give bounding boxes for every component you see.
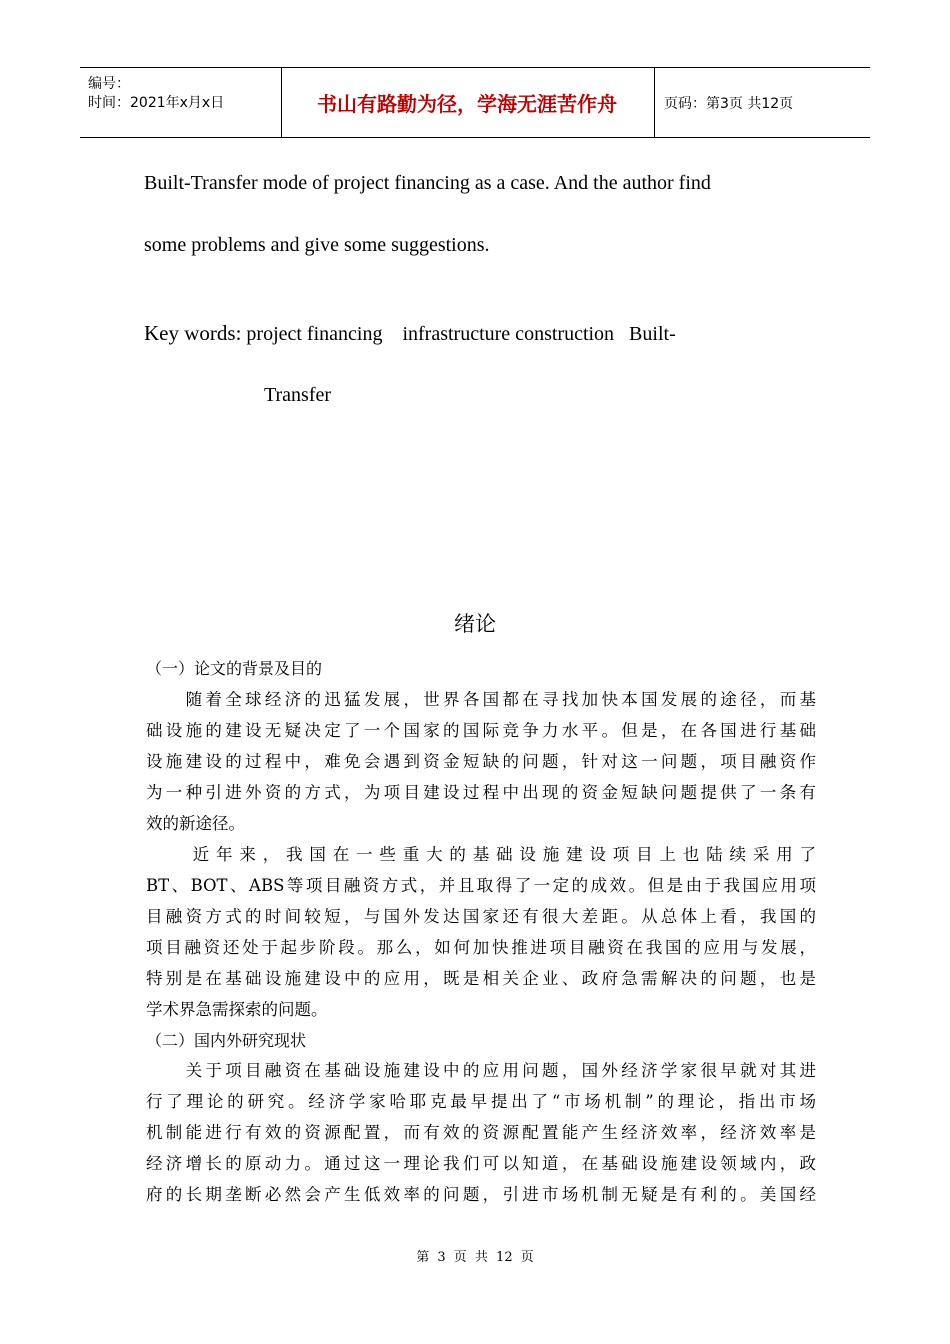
paragraph-line: 行了理论的研究。经济学家哈耶克最早提出了“市场机制”的理论，指出市场 (146, 1092, 816, 1111)
abstract-line: some problems and give some suggestions. (144, 234, 490, 256)
header-motto: 书山有路勤为径，学海无涯苦作舟 (317, 92, 617, 116)
paragraph-line: 学术界急需探索的问题。 (146, 1000, 328, 1019)
page-header (80, 67, 870, 138)
paragraph-line: 府的长期垄断必然会产生低效率的问题，引进市场机制无疑是有利的。美国经 (146, 1185, 816, 1204)
page-footer: 第 3 页 共 12 页 (416, 1250, 534, 1265)
paragraph-line: 随着全球经济的迅猛发展，世界各国都在寻找加快本国发展的途径，而基 (146, 690, 816, 709)
paragraph-line: 设施建设的过程中，难免会遇到资金短缺的问题，针对这一问题，项目融资作 (146, 752, 816, 771)
header-page-info: 页码：第3页 共12页 (664, 96, 794, 112)
paragraph-line: 机制能进行有效的资源配置，而有效的资源配置能产生经济效率，经济效率是 (146, 1123, 816, 1142)
section-heading: （一）论文的背景及目的 (146, 659, 323, 678)
chapter-title: 绪论 (454, 612, 496, 636)
document-date: 时间：2021年x月x日 (88, 95, 225, 111)
paragraph-line: 经济增长的原动力。通过这一理论我们可以知道，在基础设施建设领域内，政 (146, 1154, 816, 1173)
keywords-label: Key words: (144, 321, 242, 345)
paragraph-line: 础设施的建设无疑决定了一个国家的国际竞争力水平。但是，在各国进行基础 (146, 721, 816, 740)
paragraph-line: 近年来，我国在一些重大的基础设施建设项目上也陆续采用了 (146, 845, 816, 864)
paragraph-line: 目融资方式的时间较短，与国外发达国家还有很大差距。从总体上看，我国的 (146, 907, 816, 926)
keywords-continuation: Transfer (264, 384, 332, 406)
keywords-text: project financing infrastructure construction Built- (241, 323, 676, 345)
paragraph-line: 特别是在基础设施建设中的应用，既是相关企业、政府急需解决的问题，也是 (146, 969, 816, 988)
keywords-line (144, 321, 676, 346)
paragraph-line: BT、BOT、ABS等项目融资方式，并且取得了一定的成效。但是由于我国应用项 (146, 876, 816, 895)
paragraph-line: 关于项目融资在基础设施建设中的应用问题，国外经济学家很早就对其进 (146, 1061, 816, 1080)
header-divider (654, 68, 655, 137)
paragraph-line: 为一种引进外资的方式，为项目建设过程中出现的资金短缺问题提供了一条有 (146, 783, 816, 802)
header-meta-cell (80, 68, 280, 137)
abstract-line: Built-Transfer mode of project financing as a case. And the author find (144, 172, 711, 194)
paragraph-line: 项目融资还处于起步阶段。那么，如何加快推进项目融资在我国的应用与发展， (146, 938, 816, 957)
section-heading: （二）国内外研究现状 (146, 1031, 307, 1050)
document-number: 编号： (88, 76, 130, 92)
paragraph-line: 效的新途径。 (146, 814, 245, 833)
